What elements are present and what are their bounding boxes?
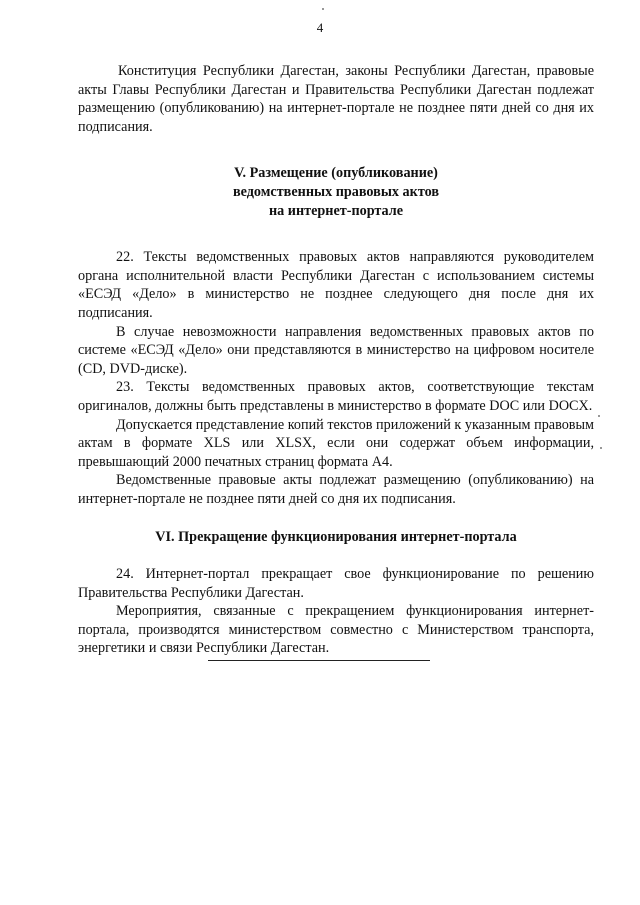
section-5-paragraph-final: Ведомственные правовые акты подлежат размещению (опубликованию) на интернет-портале не позднее пяти дней со дня их подписания.: [78, 472, 594, 507]
end-of-document-rule: [208, 660, 430, 661]
section-6-paragraph-24: 24. Интернет-портал прекращает свое функционирование по решению Правительства Республики Дагестан.: [78, 566, 594, 601]
section-5-paragraph-23-cont: Допускается представление копий текстов приложений к указанным правовым актам в формате XLS или XLSX, если они содержат объем информации, превышающий 2000 печатных страниц формата А4.: [78, 416, 594, 470]
section-5-heading-line-3: на интернет-портале: [268, 202, 404, 219]
section-5-paragraph-22: 22. Тексты ведомственных правовых актов направляются руководителем органа исполнительной власти Республики Дагестан с использованием системы «ЕСЭД «Дело» в министерство не позднее следующего дня после дня их подписания.: [78, 249, 594, 321]
section-5-heading: [78, 164, 594, 220]
page-number: 4: [316, 20, 324, 35]
section-5-heading-line-2: ведомственных правовых актов: [232, 183, 440, 200]
section-6-heading: VI. Прекращение функционирования интернет-портала: [155, 529, 517, 546]
spacer: [78, 547, 594, 565]
document-body: [78, 62, 594, 658]
section-6-paragraph-24-cont: Мероприятия, связанные с прекращением функционирования интернет-портала, производятся министерством совместно с Министерством транспорта, энергетики и связи Республики Дагестан.: [78, 603, 594, 657]
section-5-paragraph-22-cont: В случае невозможности направления ведомственных правовых актов по системе «ЕСЭД «Дело» они представляются в министерство на цифровом носителе (CD, DVD-диске).: [78, 323, 594, 377]
scan-speck: [598, 415, 600, 417]
spacer: [78, 136, 594, 164]
intro-paragraph: Конституция Республики Дагестан, законы Республики Дагестан, правовые акты Главы Республики Дагестан и Правительства Республики Дагестан подлежат размещению (опубликованию) на интернет-портале не позднее пяти дней со дня их подписания.: [78, 63, 594, 135]
spacer: [78, 220, 594, 248]
scan-speck: [600, 447, 602, 449]
spacer: [78, 508, 594, 528]
scan-speck: [322, 8, 324, 10]
section-5-paragraph-23: 23. Тексты ведомственных правовых актов, соответствующие текстам оригиналов, должны быть представлены в министерство в формате DOC или DOCX.: [78, 379, 594, 414]
section-5-heading-line-1: V. Размещение (опубликование): [234, 165, 438, 182]
